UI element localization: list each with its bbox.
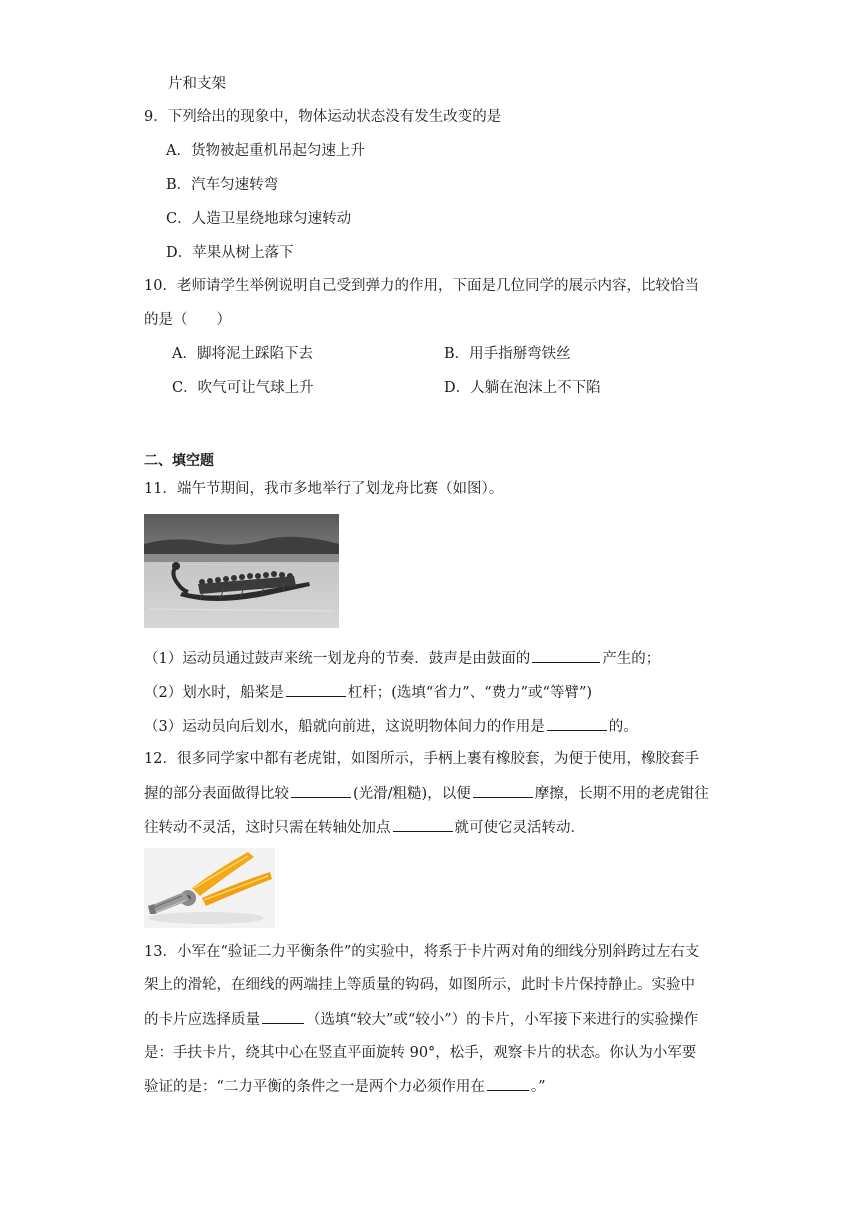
- dragon-boat-photo: [144, 514, 339, 628]
- q10-option-d: D．人躺在泡沫上不下陷: [444, 380, 601, 396]
- q13-line2: 架上的滑轮，在细线的两端挂上等质量的钩码，如图所示，此时卡片保持静止。实验中: [144, 977, 695, 993]
- q11-stem: 11．端午节期间，我市多地举行了划龙舟比赛（如图）。: [144, 481, 504, 497]
- q8-tail-text: 片和支架: [168, 76, 226, 92]
- q11-part3: [144, 716, 638, 737]
- q12-line2: [144, 783, 709, 804]
- q12-line2-text-a: 握的部分表面做得比较: [144, 786, 289, 802]
- pliers-photo: [144, 848, 275, 928]
- q12-line3-text-b: 就可使它灵活转动．: [454, 820, 585, 836]
- q11-part3-text-b: 的。: [608, 719, 638, 735]
- q13-line5-text-a: 验证的是：“二力平衡的条件之一是两个力必须作用在: [144, 1079, 485, 1095]
- q10-option-c: C．吹气可让气球上升: [172, 380, 314, 396]
- q11-part1: [144, 648, 660, 669]
- q9-option-d: D．苹果从树上落下: [166, 245, 294, 261]
- q11-part1-text-b: 产生的；: [602, 651, 661, 667]
- q11-part1-blank[interactable]: [532, 648, 600, 663]
- q12-blank-surface[interactable]: [291, 783, 351, 798]
- q13-line5-text-b: 。”: [530, 1079, 546, 1095]
- q11-part2-text-b: 杠杆；(选填“省力”、“费力”或“等臂”): [347, 685, 593, 701]
- q13-line3: [144, 1009, 698, 1030]
- q13-line3-text-a: 的卡片应选择质量: [144, 1012, 260, 1028]
- q10-stem-line2: 的是（ ）: [144, 312, 231, 328]
- q10-stem-line1: 10．老师请学生举例说明自己受到弹力的作用，下面是几位同学的展示内容，比较恰当: [144, 278, 699, 294]
- q9-option-b: B．汽车匀速转弯: [166, 177, 279, 193]
- q9-stem: 9．下列给出的现象中，物体运动状态没有发生改变的是: [144, 109, 502, 125]
- q13-line4: 是：手扶卡片，绕其中心在竖直平面旋转 90°，松手，观察卡片的状态。你认为小军要: [144, 1045, 697, 1061]
- q13-blank-mass[interactable]: [262, 1009, 304, 1024]
- q11-part2-blank[interactable]: [286, 682, 346, 697]
- q10-option-a: A．脚将泥土踩陷下去: [172, 346, 313, 362]
- section-title-fill-in: 二、填空题: [144, 453, 214, 469]
- q13-line1: 13．小军在“验证二力平衡条件”的实验中，将系于卡片两对角的细线分别斜跨过左右支: [144, 944, 700, 960]
- q11-part2: [144, 682, 592, 703]
- q11-part3-blank[interactable]: [547, 716, 607, 731]
- q11-part2-text-a: （2）划水时，船桨是: [144, 685, 284, 701]
- q10-option-b: B．用手指掰弯铁丝: [444, 346, 571, 362]
- q12-line2-text-c: 摩擦，长期不用的老虎钳往: [534, 786, 709, 802]
- q12-line3: [144, 817, 585, 838]
- q12-blank-friction[interactable]: [473, 783, 533, 798]
- q13-line5: [144, 1076, 546, 1097]
- q9-option-c: C．人造卫星绕地球匀速转动: [166, 211, 352, 227]
- q9-option-a: A．货物被起重机吊起匀速上升: [166, 143, 365, 159]
- q11-part3-text-a: （3）运动员向后划水，船就向前进，这说明物体间力的作用是: [144, 719, 545, 735]
- q12-line2-text-b: (光滑/粗糙)，以便: [353, 786, 471, 802]
- q12-line3-text-a: 往转动不灵活，这时只需在转轴处加点: [144, 820, 391, 836]
- q12-line1: 12．很多同学家中都有老虎钳，如图所示，手柄上裹有橡胶套，为便于使用，橡胶套手: [144, 751, 699, 767]
- q13-line3-text-b: （选填“较大”或“较小”）的卡片，小军接下来进行的实验操作: [306, 1012, 699, 1028]
- q12-blank-lubricant[interactable]: [393, 817, 453, 832]
- q13-blank-condition[interactable]: [487, 1076, 529, 1091]
- q11-part1-text-a: （1）运动员通过鼓声来统一划龙舟的节奏．鼓声是由鼓面的: [144, 651, 531, 667]
